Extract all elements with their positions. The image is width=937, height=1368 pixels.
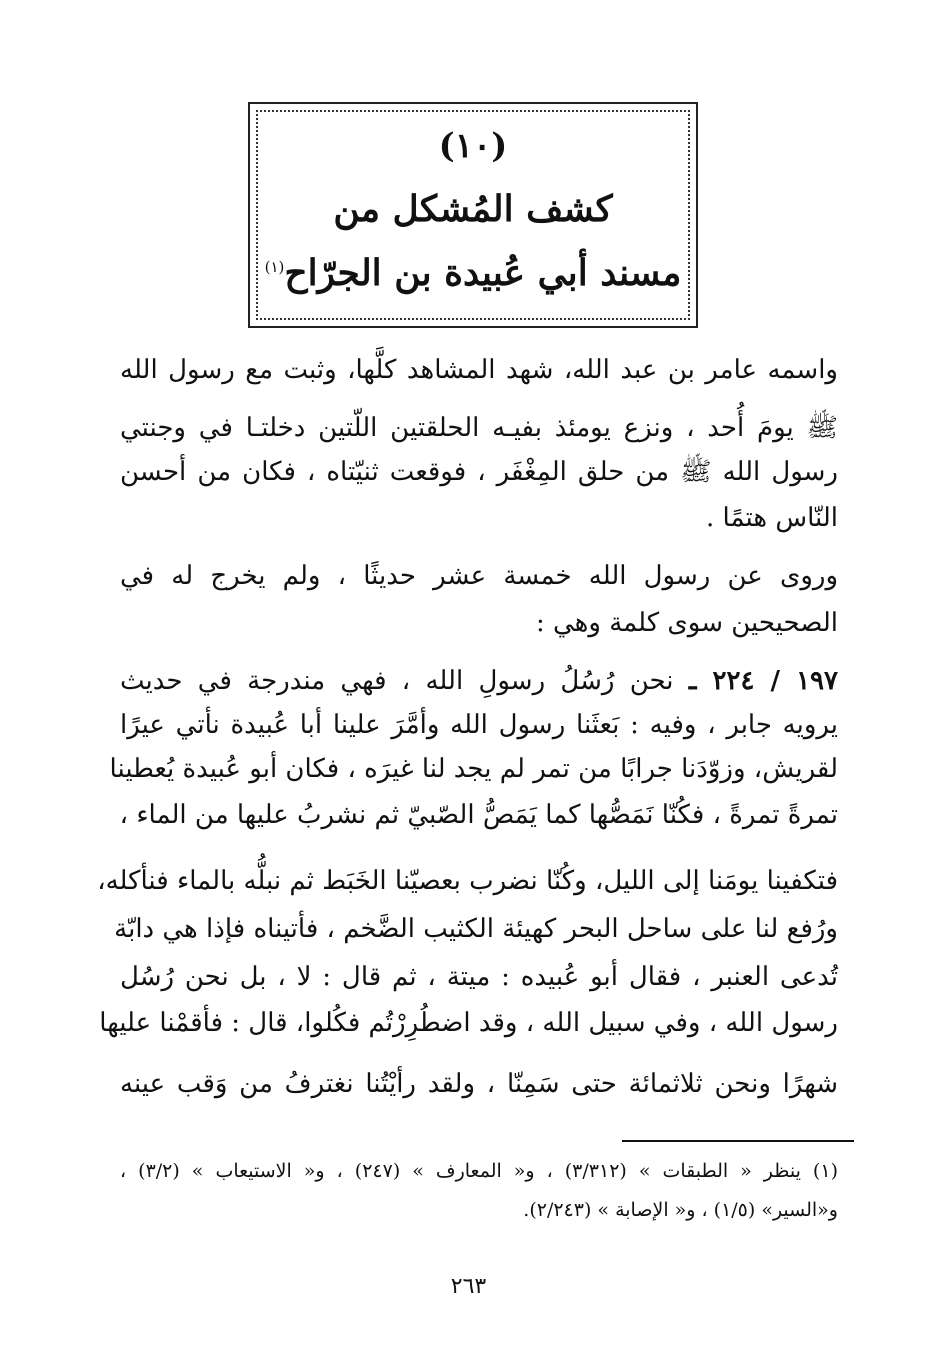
p3-line-4: تمرةً تمرةً ، فكُنّا نَمَصُّها كما يَمَصُّ الصّبيّ ثم نشربُ عليها من الماء ، (119, 800, 838, 830)
footnote-line-2: و«السير» (١/٥) ، و« الإصابة » (٢/٢٤٣). (523, 1199, 838, 1221)
p2-line-1: وروى عن رسول الله خمسة عشر حديثًا ، ولم يخرج له في (120, 561, 838, 591)
chapter-title-line-1: كشف المُشكل من (333, 188, 613, 230)
chapter-title-text: مسند أبي عُبيدة بن الجرّاح (284, 252, 682, 294)
chapter-number: (١٠) (438, 126, 508, 166)
p1-line-2: ﷺ يومَ أُحد ، ونزع يومئذ بفيـه الحلقتين اللّتين دخلتـا في وجنتي (120, 413, 838, 443)
p3-line-1-text: نحن رُسُلُ رسولِ الله ، فهي مندرجة في حديث (120, 666, 689, 696)
chapter-title-frame (248, 102, 698, 328)
p3-line-2: يرويه جابر ، وفيه : بَعثَنا رسول الله وأمَّرَ علينا أبا عُبيدة نأتي عيرًا (120, 710, 838, 740)
p2-line-2: الصحيحين سوى كلمة وهي : (535, 608, 838, 638)
p3-line-1 (120, 661, 838, 701)
p1-line-3: رسول الله ﷺ من حلق المِغْفَر ، فوقعت ثنيّتاه ، فكان من أحسن (120, 457, 838, 487)
footnote-line-1: (١) ينظر « الطبقات » (٣/٣١٢) ، و« المعارف » (٢٤٧) ، و« الاستيعاب » (٣/٢) ، (120, 1160, 838, 1182)
p3-line-7: تُدعى العنبر ، فقال أبو عُبيده : ميتة ، ثم قال : لا ، بل نحن رُسُل (120, 962, 838, 992)
p3-line-8: رسول الله ، وفي سبيل الله ، وقد اضطُرِرْتُم فكُلوا، قال : فأقمْنا عليها (99, 1008, 838, 1038)
p3-line-6: ورُفع لنا على ساحل البحر كهيئة الكثيب الضَّخم ، فأتيناه فإذا هي دابّة (114, 914, 838, 944)
p1-line-4: النّاس هتمًا . (706, 503, 838, 533)
p3-line-9: شهرًا ونحن ثلاثمائة حتى سَمِنّا ، ولقد رأيْتُنا نغترفُ من وَقب عينه (120, 1069, 838, 1099)
p3-line-5: فتكفينا يومَنا إلى الليل، وكُنّا نضرب بعصيّنا الخَبَط ثم نبلُّه بالماء فنأكله، (97, 866, 838, 896)
p3-line-3: لقريش، وزوّدَنا جرابًا من تمر لم يجد لنا غيرَه ، فكان أبو عُبيدة يُعطينا (109, 754, 838, 784)
page-number: ٢٦٣ (450, 1274, 487, 1299)
chapter-title-line-2 (250, 252, 696, 294)
footnote-separator (622, 1140, 854, 1142)
title-footnote-ref: (١) (264, 258, 285, 276)
p1-line-1: واسمه عامر بن عبد الله، شهد المشاهد كلَّها، وثبت مع رسول الله (120, 355, 838, 385)
hadith-number: ١٩٧ / ٢٢٤ ـ (688, 666, 838, 696)
